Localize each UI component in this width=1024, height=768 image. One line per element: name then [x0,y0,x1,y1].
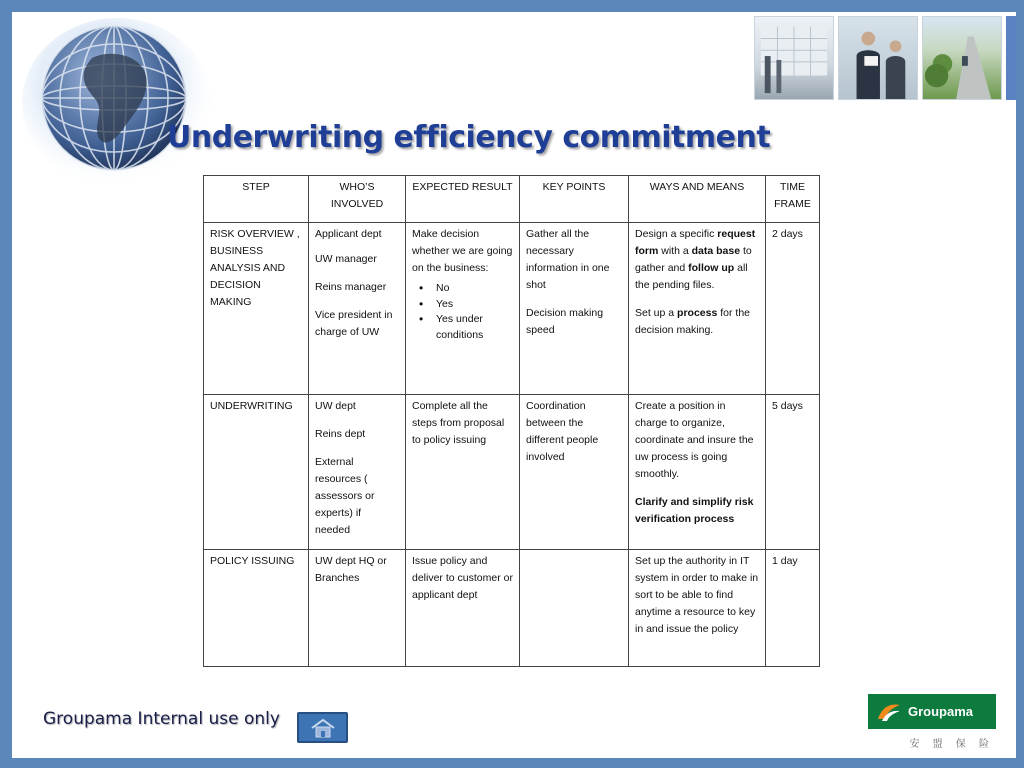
header-ways-and-means: WAYS AND MEANS [629,176,766,223]
who-item: Vice president in charge of UW [315,309,393,338]
key-point: Gather all the necessary information in one shot [526,228,610,291]
header-expected-result: EXPECTED RESULT [406,176,520,223]
expected-intro: Make decision whether we are going on the business: [412,228,513,274]
ways-paragraph [635,494,759,528]
header-who-involved: WHO’S INVOLVED [309,176,406,223]
list-item: • Yes under conditions [436,312,513,343]
header-key-points: KEY POINTS [520,176,629,223]
text-span: Design a specific [635,228,718,240]
who-item: External resources ( assessors or experts) if needed [315,456,375,536]
cell-step: RISK OVERVIEW , BUSINESS ANALYSIS AND DECISION MAKING [204,223,309,395]
who-item: Applicant dept [315,228,382,240]
key-point: Decision making speed [526,307,604,336]
cell-key-points [520,550,629,667]
text-span: Set up a [635,307,678,319]
cell-time-frame: 2 days [766,223,820,395]
logo-name: Groupama [908,704,974,719]
table-header-row [204,176,820,223]
globe-image [22,18,212,188]
table-row [204,223,820,395]
list-item: • Yes [436,297,513,313]
cell-who-involved [309,223,406,395]
who-item: Reins dept [315,428,366,440]
footer-text: Groupama Internal use only [43,709,280,729]
header-time-frame: TIME FRAME [766,176,820,223]
who-item: Reins manager [315,281,387,293]
bold-text: data base [691,245,741,257]
cell-ways-and-means [629,223,766,395]
page-title: Underwriting efficiency commitment [167,120,771,155]
ways-paragraph [635,226,759,294]
logo-chinese-text: 安 盟 保 险 [909,739,994,750]
cell-time-frame: 5 days [766,395,820,550]
header-step: STEP [204,176,309,223]
cell-ways-and-means: Set up the authority in IT system in order to make in sort to be able to find anytime a resource to key in and issue the policy [629,550,766,667]
ways-paragraph [635,305,759,339]
photo-road [922,16,1002,100]
bold-text: Clarify and simplify risk verification process [635,496,754,525]
cell-who-involved [309,395,406,550]
text-span: for the decision making. [635,307,750,336]
cell-expected-result: Complete all the steps from proposal to policy issuing [406,395,520,550]
home-icon [310,718,336,738]
text-span: to gather and [635,245,752,274]
bold-text: process [677,307,718,319]
logo-box [868,694,996,729]
table-row [204,550,820,667]
photo-building [754,16,834,100]
slide [12,12,1016,758]
cell-step: UNDERWRITING [204,395,309,550]
cell-step: POLICY ISSUING [204,550,309,667]
home-button[interactable] [297,712,348,743]
text-span: all the pending files. [635,262,748,291]
cell-expected-result: Issue policy and deliver to customer or applicant dept [406,550,520,667]
header-photos [754,16,1016,100]
expected-options-list [412,281,513,343]
cell-time-frame: 1 day [766,550,820,667]
who-item: UW dept [315,400,356,412]
cell-key-points: Coordination between the different people involved [520,395,629,550]
bold-text: follow up [688,262,735,274]
ways-paragraph: Create a position in charge to organize, coordinate and insure the uw process is going smoothly. [635,400,754,480]
cell-who-involved: UW dept HQ or Branches [309,550,406,667]
leaf-logo-icon [876,701,902,723]
bold-text: request form [635,228,756,257]
cell-ways-and-means [629,395,766,550]
text-span: with a [658,245,692,257]
photo-business-people [838,16,918,100]
cell-expected-result [406,223,520,395]
who-item: UW manager [315,253,377,265]
table-row [204,395,820,550]
list-item: • No [436,281,513,297]
commitment-table [203,175,820,667]
blue-square-decoration [1006,16,1016,100]
groupama-logo [868,694,998,754]
cell-key-points [520,223,629,395]
